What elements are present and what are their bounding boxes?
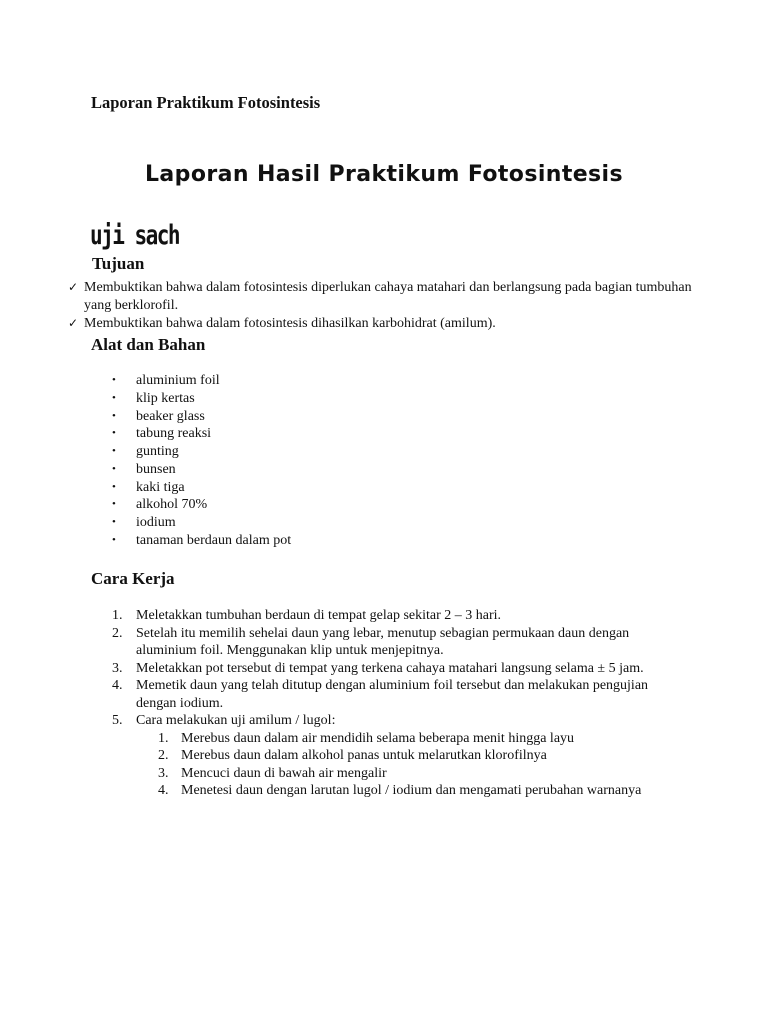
list-item [111, 514, 291, 532]
step-number: 5. [112, 713, 123, 728]
list-item [112, 625, 672, 660]
bullet-icon: • [112, 516, 116, 528]
subtitle: uji sach [90, 220, 179, 251]
item-text: gunting [136, 444, 179, 459]
list-item [112, 712, 672, 800]
sub-step-text: Menetesi daun dengan larutan lugol / iodium dan mengamati perubahan warnanya [181, 783, 642, 798]
list-item [111, 496, 291, 514]
list-item [111, 479, 291, 497]
list-item [68, 279, 718, 314]
check-icon: ✓ [68, 280, 79, 294]
item-text: alkohol 70% [136, 497, 208, 513]
list-item [68, 315, 718, 333]
sub-step-text: Merebus daun dalam air mendidih selama beberapa menit hingga layu [181, 730, 575, 746]
step-text: Cara melakukan uji amilum / lugol: [136, 713, 336, 728]
step-text: Setelah itu memilih sehelai daun yang lebar, menutup sebagian permukaan daun dengan aluminium foil. Menggunakan klip untuk menjepitnya. [136, 625, 630, 658]
sub-step-text: Merebus daun dalam alkohol panas untuk melarutkan klorofilnya [181, 748, 547, 763]
list-item [112, 677, 672, 712]
tujuan-list [68, 279, 718, 333]
item-text: beaker glass [136, 408, 205, 424]
bullet-icon: • [112, 462, 116, 475]
item-text: bunsen [136, 461, 176, 477]
bullet-icon: • [112, 445, 116, 457]
item-text: tabung reaksi [136, 426, 212, 442]
item-text: klip kertas [136, 390, 195, 406]
bullet-icon: • [112, 498, 116, 511]
list-item [111, 461, 291, 479]
list-item [111, 372, 291, 390]
list-item [111, 532, 291, 550]
bullet-icon: • [112, 374, 116, 386]
bullet-icon: • [112, 480, 116, 493]
step-number: 1. [112, 608, 123, 623]
list-item [136, 730, 672, 748]
list-item [136, 782, 672, 800]
sub-step-number: 4. [158, 783, 169, 798]
tujuan-heading: Tujuan [92, 254, 145, 273]
cara-kerja-list [112, 607, 672, 800]
list-item [111, 408, 291, 426]
bullet-icon: • [112, 533, 116, 546]
sub-step-text: Mencuci daun di bawah air mengalir [181, 765, 387, 781]
alat-bahan-list [111, 372, 291, 550]
list-item [136, 747, 672, 765]
tujuan-item-text: Membuktikan bahwa dalam fotosintesis dihasilkan karbohidrat (amilum). [84, 316, 496, 331]
item-text: tanaman berdaun dalam pot [136, 532, 292, 548]
step-number: 3. [112, 660, 123, 676]
sub-step-number: 2. [158, 748, 169, 763]
list-item [111, 425, 291, 443]
list-item [112, 607, 672, 625]
step-number: 4. [112, 678, 123, 693]
step-text: Memetik daun yang telah ditutup dengan aluminium foil tersebut dan melakukan pengujian dengan iodium. [136, 678, 649, 711]
alat-bahan-heading: Alat dan Bahan [91, 335, 206, 354]
cara-kerja-heading: Cara Kerja [91, 569, 175, 588]
bullet-icon: • [112, 391, 116, 404]
main-title: Laporan Hasil Praktikum Fotosintesis [145, 162, 623, 187]
check-icon: ✓ [68, 316, 79, 330]
sub-step-list [136, 730, 672, 800]
item-text: aluminium foil [136, 373, 220, 388]
step-number: 2. [112, 625, 123, 641]
tujuan-item-text: Membuktikan bahwa dalam fotosintesis diperlukan cahaya matahari dan berlangsung pada bagian tumbuhan yang berklorofil. [84, 280, 692, 313]
item-text: kaki tiga [136, 479, 185, 495]
step-text: Meletakkan tumbuhan berdaun di tempat gelap sekitar 2 – 3 hari. [136, 608, 502, 623]
header-title: Laporan Praktikum Fotosintesis [91, 93, 321, 112]
list-item [112, 660, 672, 678]
item-text: iodium [136, 515, 176, 530]
bullet-icon: • [112, 409, 116, 422]
list-item [111, 390, 291, 408]
step-text: Meletakkan pot tersebut di tempat yang terkena cahaya matahari langsung selama ± 5 jam. [136, 660, 644, 676]
bullet-icon: • [112, 427, 116, 440]
sub-step-number: 1. [158, 730, 169, 746]
sub-step-number: 3. [158, 765, 169, 781]
list-item [111, 443, 291, 461]
list-item [136, 765, 672, 783]
